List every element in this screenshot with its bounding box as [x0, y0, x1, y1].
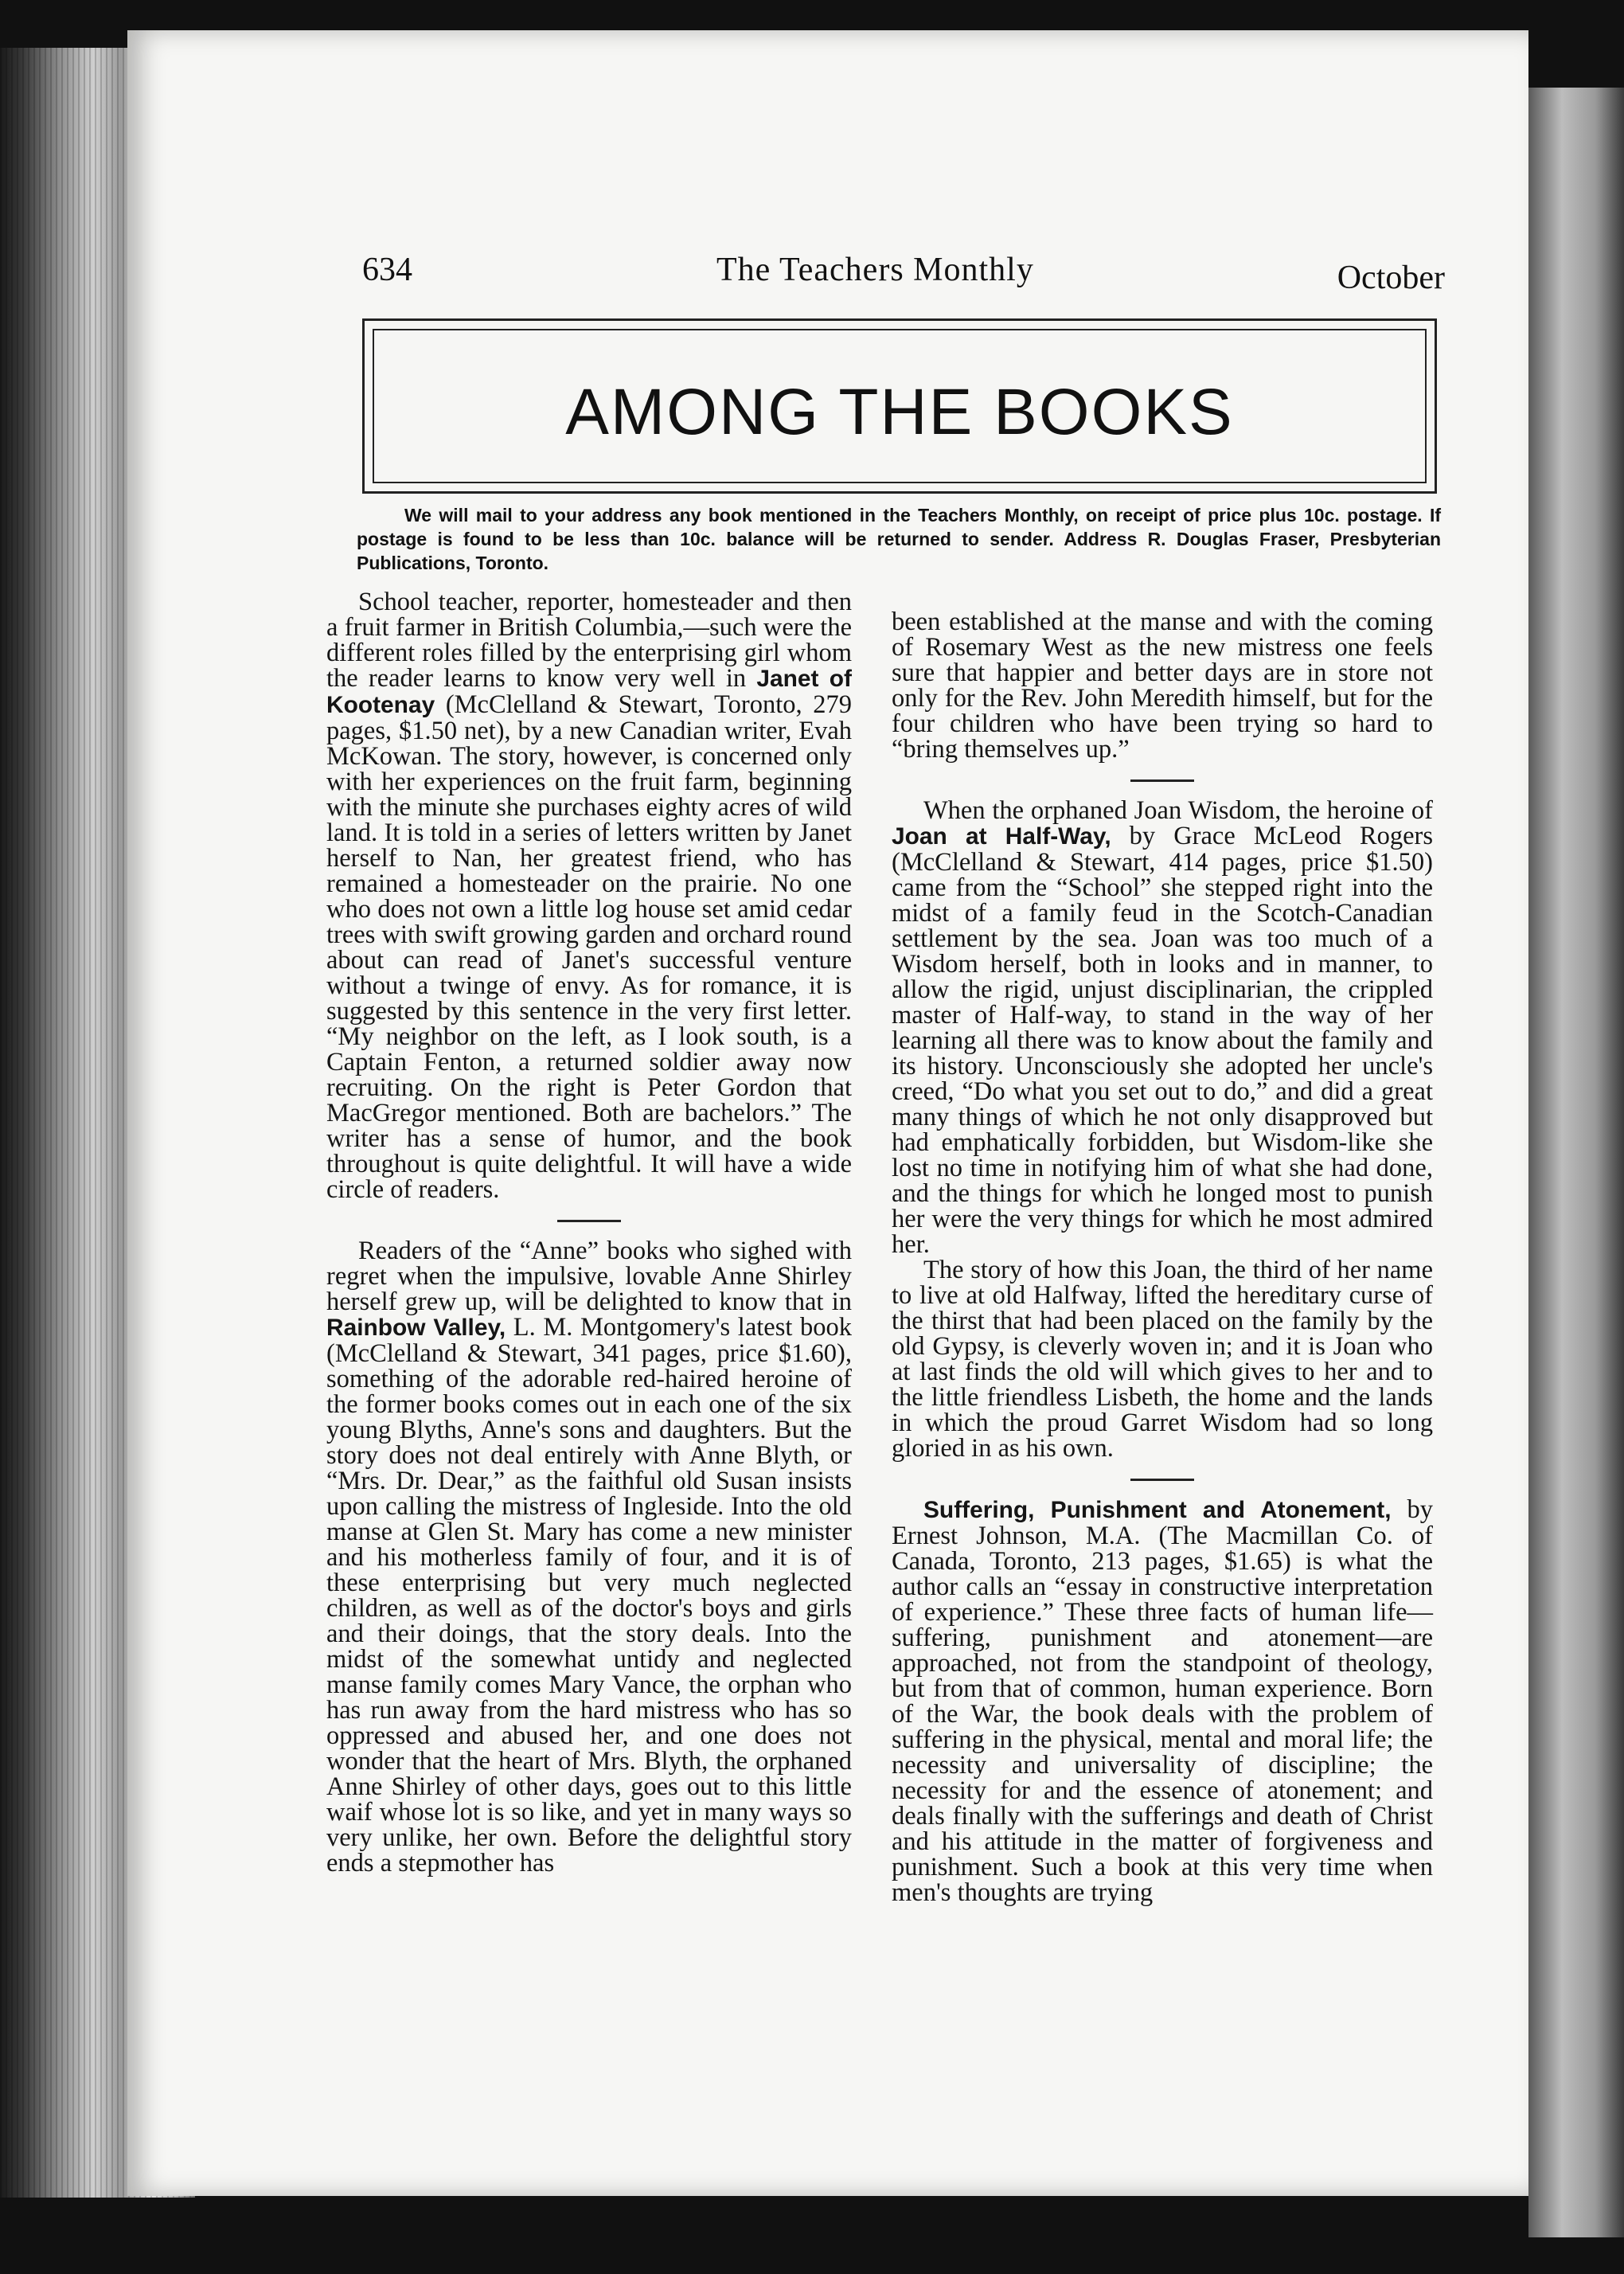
- book-title-suffering-punishment-atonement: Suffering, Punishment and Atonement,: [923, 1497, 1392, 1523]
- review-janet-of-kootenay: School teacher, reporter, homesteader and then a fruit farmer in British Columbia,—such were the different roles filled by the enterprising girl whom the reader learns to know very well in Janet of Kootenay (McClelland & Stewart, Toronto, 279 pages, $1.50 net), by a new Canadian writer, Evah McKowan. The story, however, is concerned only with her experiences on the fruit farm, beginning with the minute she purchases eighty acres of wild land. It is told in a series of letters written by Janet herself to Nan, her greatest friend, who has remained a homesteader on the prairie. No one who does not own a little log house set amid cedar trees with swift growing garden and orchard round about can read of Janet's successful venture without a twinge of envy. As for romance, it is suggested by this sentence in the very first letter. “My neighbor on the left, as I look south, is a Captain Fenton, a returned soldier away now recruiting. On the right is Peter Gordon that MacGregor mentioned. Both are bachelors.” The writer has a sense of humor, and the book throughout is quite delightful. It will have a wide circle of readers.: [326, 588, 852, 1204]
- review-rainbow-valley: Readers of the “Anne” books who sighed with regret when the impulsive, lovable Anne Shirley herself grew up, will be delighted to know that in Rainbow Valley, L. M. Montgomery's latest book (McClelland & Stewart, 341 pages, price $1.60), something of the adorable red-haired heroine of the former books comes out in each one of the six young Blyths, Anne's sons and daughters. But the story does not deal entirely with Anne Blyth, or “Mrs. Dr. Dear,” as the faithful old Susan insists upon calling the mistress of Ingleside. Into the old manse at Glen St. Mary has come a new minister and his motherless family of four, and it is of these enterprising but very much neglected children, as well as of the doctor's boys and girls and their doings, that the story deals. Into the midst of the somewhat untidy and neglected manse family comes Mary Vance, the orphan who has run away from the hard mistress who has so oppressed and abused her, and one does not wonder that the heart of Mrs. Blyth, the orphaned Anne Shirley of other days, goes out to this little waif whose lot is so like, and yet in many ways so very unlike, her own. Before the delightful story ends a stepmother has: [326, 1237, 853, 1877]
- section-title: AMONG THE BOOKS: [565, 376, 1234, 448]
- section-divider: [557, 1220, 621, 1222]
- review-joan-paragraph-2: The story of how this Joan, the third of her name to live at old Halfway, lifted the hereditary curse of the thirst that had been placed on the family by the old Gypsy, is cleverly woven in; and it is Joan who at last finds the old will which gives to her and to the little friendless Lisbeth, the home and the lands in which the proud Garret Wisdom had so long gloried in as his own.: [892, 1256, 1433, 1463]
- journal-title: The Teachers Monthly: [716, 252, 1034, 288]
- book-page-edges-right: [1528, 88, 1624, 2237]
- book-title-rainbow-valley: Rainbow Valley,: [326, 1315, 506, 1341]
- review-rainbow-valley-continued: been established at the manse and with the coming of Rosemary West as the new mistress one feels sure that happier and better days are in store not only for the Rev. John Meredith himself, but for the four children who have been trying so hard to “bring themselves up.”: [892, 608, 1433, 764]
- book-title-joan-at-half-way: Joan at Half-Way,: [892, 823, 1111, 850]
- mail-order-notice: We will mail to your address any book mentioned in the Teachers Monthly, on receipt of price plus 10c. postage. If postage is found to be less than 10c. balance will be returned to sender. Address R. Douglas Fraser, Presbyterian Publications, Toronto.: [357, 505, 1441, 573]
- page-number: 634: [362, 252, 412, 288]
- section-divider: [1130, 779, 1194, 782]
- issue-month: October: [1337, 260, 1445, 296]
- right-column: [892, 609, 1433, 1905]
- section-divider: [1130, 1479, 1194, 1481]
- section-banner: [362, 318, 1437, 494]
- review-suffering-punishment-atonement: Suffering, Punishment and Atonement, by Ernest Johnson, M.A. (The Macmillan Co. of Canada, Toronto, 213 pages, $1.65) is what the author calls an “essay in constructive interpretation of experience.” These three facts of human life—suffering, punishment and atonement—are approached, not from the standpoint of theology, but from that of common, human experience. Born of the War, the book deals with the problem of suffering in the physical, mental and moral life; the necessity and universality of discipline; the necessity for and the essence of atonement; and deals finally with the sufferings and death of Christ and his attitude in the matter of forgiveness and punishment. Such a book at this very time when men's thoughts are trying: [892, 1495, 1433, 1907]
- review-joan-at-half-way: When the orphaned Joan Wisdom, the heroine of Joan at Half-Way, by Grace McLeod Rogers (McClelland & Stewart, 414 pages, price $1.50) came from the “School” she stepped right into the midst of a family feud in the Scotch-Canadian settlement by the sea. Joan was too much of a Wisdom herself, both in looks and in manner, to allow the rigid, unjust disciplinarian, the crippled master of Half-way, to stand in the way of her learning all there was to know about the family and its history. Unconsciously she adopted her uncle's creed, “Do what you set out to do,” and did a great many things of which he not only disapproved but had emphatically forbidden, but Wisdom-like she lost no time in notifying him of what she had done, and the things for which he longed most to punish her were the very things for which he most admired her.: [892, 796, 1433, 1259]
- book-title-janet-of-kootenay: Janet of Kootenay: [326, 666, 852, 718]
- running-header: [362, 251, 1445, 299]
- left-column: [326, 589, 852, 1876]
